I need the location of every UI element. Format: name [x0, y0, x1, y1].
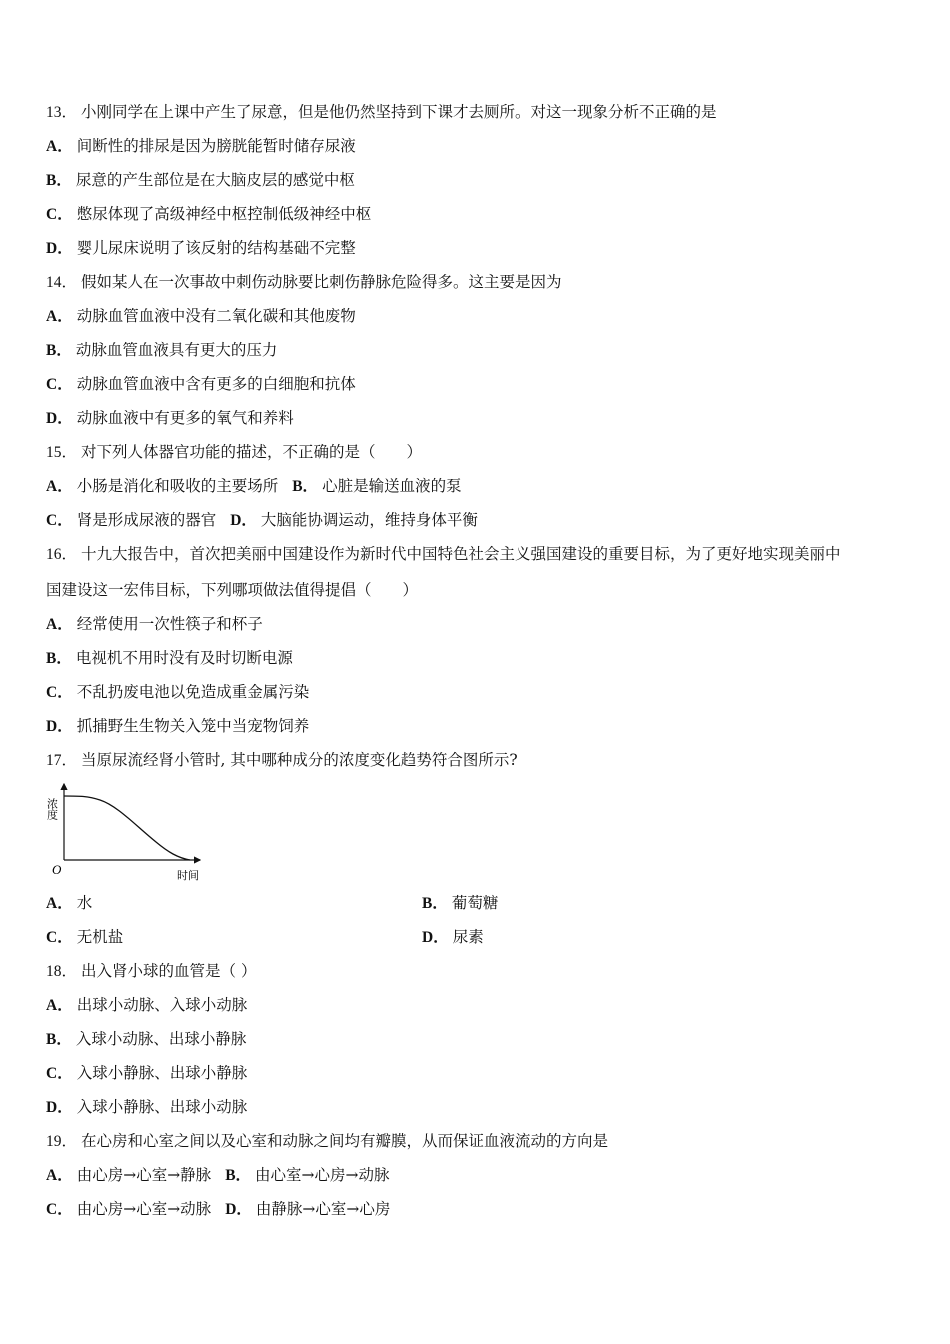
graph-origin: O: [52, 862, 62, 877]
graph-x-label: 时间: [177, 869, 199, 882]
question-18-option-a: A． 出球小动脉、入球小动脉: [46, 996, 248, 1014]
concentration-curve: [64, 796, 190, 860]
question-14-option-b: B． 动脉血管血液具有更大的压力: [46, 341, 278, 359]
question-13-option-d: D． 婴儿尿床说明了该反射的结构基础不完整: [46, 239, 356, 257]
question-16-option-d: D． 抓捕野生生物关入笼中当宠物饲养: [46, 717, 310, 735]
question-13-option-c: C． 憋尿体现了高级神经中枢控制低级神经中枢: [46, 205, 372, 223]
question-19-options-cd: C． 由心房→心室→动脉 D． 由静脉→心室→心房: [46, 1200, 391, 1218]
question-13-option-a: A． 间断性的排尿是因为膀胱能暂时储存尿液: [46, 137, 356, 155]
question-13-stem: 13． 小刚同学在上课中产生了尿意，但是他仍然坚持到下课才去厕所。对这一现象分析不正确的是: [46, 103, 717, 121]
question-14-option-c: C． 动脉血管血液中含有更多的白细胞和抗体: [46, 375, 356, 393]
question-19-options-ab: A． 由心房→心室→静脉 B． 由心室→心房→动脉: [46, 1166, 390, 1184]
question-14-stem: 14． 假如某人在一次事故中刺伤动脉要比刺伤静脉危险得多。这主要是因为: [46, 273, 562, 291]
question-16-stem-line1: 16． 十九大报告中，首次把美丽中国建设作为新时代中国特色社会主义强国建设的重要目标，为了更好地实现美丽中: [46, 545, 841, 563]
question-15-stem: 15． 对下列人体器官功能的描述，不正确的是（ ）: [46, 443, 423, 461]
question-13-option-b: B． 尿意的产生部位是在大脑皮层的感觉中枢: [46, 171, 355, 189]
question-15-options-ab: A． 小肠是消化和吸收的主要场所 B． 心脏是输送血液的泵: [46, 477, 462, 495]
question-16-option-b: B． 电视机不用时没有及时切断电源: [46, 649, 293, 667]
question-17-options-row2: C． 无机盐 D． 尿素: [46, 928, 484, 946]
question-17-options-row1: A． 水 B． 葡萄糖: [46, 894, 499, 912]
question-14-option-d: D． 动脉血液中有更多的氧气和养料: [46, 409, 294, 427]
question-17-stem: 17． 当原尿流经肾小管时, 其中哪种成分的浓度变化趋势符合图所示?: [46, 751, 518, 769]
question-18-stem: 18． 出入肾小球的血管是（ ）: [46, 962, 257, 980]
question-16-stem-line2: 国建设这一宏伟目标，下列哪项做法值得提倡（ ）: [46, 581, 419, 599]
concentration-time-graph: [40, 780, 210, 884]
question-15-options-cd: C． 肾是形成尿液的器官 D． 大脑能协调运动，维持身体平衡: [46, 511, 478, 529]
graph-y-label: 浓度: [45, 798, 59, 820]
question-19-stem: 19． 在心房和心室之间以及心室和动脉之间均有瓣膜，从而保证血液流动的方向是: [46, 1132, 609, 1150]
question-16-option-c: C． 不乱扔废电池以免造成重金属污染: [46, 683, 310, 701]
question-18-option-d: D． 入球小静脉、出球小动脉: [46, 1098, 248, 1116]
question-16-option-a: A． 经常使用一次性筷子和杯子: [46, 615, 263, 633]
question-18-option-c: C． 入球小静脉、出球小静脉: [46, 1064, 248, 1082]
question-18-option-b: B． 入球小动脉、出球小静脉: [46, 1030, 247, 1048]
question-14-option-a: A． 动脉血管血液中没有二氧化碳和其他废物: [46, 307, 356, 325]
